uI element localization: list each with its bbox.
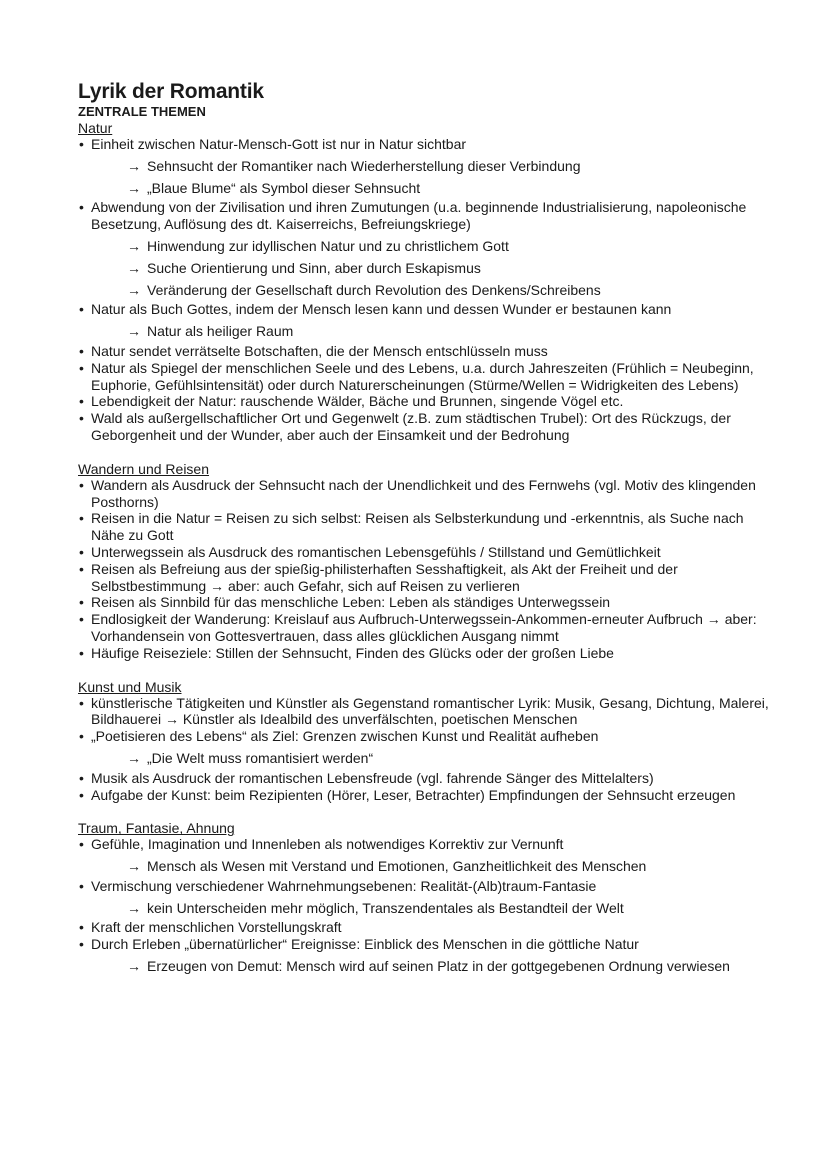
- arrow-item: [78, 750, 778, 767]
- bullet-item: • Musik als Ausdruck der romantischen Lebensfreude (vgl. fahrende Sänger des Mittelalters): [78, 770, 778, 787]
- section-heading: Wandern und Reisen: [78, 460, 210, 477]
- arrow-icon: →: [127, 179, 141, 196]
- arrow-icon: →: [127, 749, 141, 766]
- sections-container: [78, 120, 778, 975]
- arrow-text: „Blaue Blume“ als Symbol dieser Sehnsucht: [147, 179, 421, 196]
- bullet-item: • Natur sendet verrätselte Botschaften, die der Mensch entschlüsseln muss: [78, 343, 778, 360]
- bullet-item: • Kraft der menschlichen Vorstellungskraft: [78, 919, 778, 936]
- bullet-list: [78, 695, 778, 804]
- arrow-icon: →: [127, 858, 141, 875]
- bullet-item: • Wald als außergellschaftlicher Ort und Gegenwelt (z.B. zum städtischen Trubel): Ort des Rückzugs, der Geborgenheit und der Wunder, aber auch der Einsamkeit und der Bedrohung: [78, 410, 778, 444]
- arrow-icon: →: [127, 958, 141, 975]
- arrow-text: Natur als heiliger Raum: [147, 323, 294, 340]
- bullet-item: • Endlosigkeit der Wanderung: Kreislauf aus Aufbruch-Unterwegssein-Ankommen-erneuter Aufbruch → aber: Vorhandensein von Gottesvertrauen, dass alles glücklichen Ausgang nimmt: [78, 611, 778, 645]
- bullet-item: • Wandern als Ausdruck der Sehnsucht nach der Unendlichkeit und des Fernwehs (vgl. Motiv des klingenden Posthorns): [78, 477, 778, 511]
- arrow-item: [78, 958, 778, 975]
- arrow-text: Veränderung der Gesellschaft durch Revolution des Denkens/Schreibens: [147, 281, 601, 298]
- arrow-text: kein Unterscheiden mehr möglich, Transzendentales als Bestandteil der Welt: [147, 899, 624, 916]
- arrow-item: [78, 323, 778, 340]
- bullet-item: • „Poetisieren des Lebens“ als Ziel: Grenzen zwischen Kunst und Realität aufheben: [78, 728, 778, 745]
- arrow-text: Sehnsucht der Romantiker nach Wiederherstellung dieser Verbindung: [147, 157, 581, 174]
- arrow-icon: →: [127, 157, 141, 174]
- arrow-item: [78, 282, 778, 299]
- bullet-item: • künstlerische Tätigkeiten und Künstler als Gegenstand romantischer Lyrik: Musik, Gesang, Dichtung, Malerei, Bildhauerei → Künstler als Idealbild des unverfälschten, poetischen Menschen: [78, 695, 778, 729]
- section-heading: Kunst und Musik: [78, 678, 182, 695]
- bullet-item: • Häufige Reiseziele: Stillen der Sehnsucht, Finden des Glücks oder der großen Liebe: [78, 645, 778, 662]
- arrow-icon: →: [127, 259, 141, 276]
- document-content: [78, 80, 778, 978]
- bullet-item: • Unterwegssein als Ausdruck des romantischen Lebensgefühls / Stillstand und Gemütlichkeit: [78, 544, 778, 561]
- arrow-item: [78, 260, 778, 277]
- arrow-icon: →: [127, 237, 141, 254]
- bullet-item: • Gefühle, Imagination und Innenleben als notwendiges Korrektiv zur Vernunft: [78, 836, 778, 853]
- bullet-item: • Vermischung verschiedener Wahrnehmungsebenen: Realität-(Alb)traum-Fantasie: [78, 878, 778, 895]
- bullet-item: • Natur als Spiegel der menschlichen Seele und des Lebens, u.a. durch Jahreszeiten (Frühlich = Neubeginn, Euphorie, Gefühlsintensität) oder durch Naturerscheinungen (Stürme/Wellen = Widrigkeiten des Lebens): [78, 360, 778, 394]
- arrow-text: Mensch als Wesen mit Verstand und Emotionen, Ganzheitlichkeit des Menschen: [147, 858, 647, 875]
- page-subtitle: ZENTRALE THEMEN: [78, 104, 206, 119]
- bullet-item: • Abwendung von der Zivilisation und ihren Zumutungen (u.a. beginnende Industrialisierung, napoleonische Besetzung, Auflösung des dt. Kaiserreichs, Befreiungskriege): [78, 199, 778, 233]
- bullet-item: • Reisen als Sinnbild für das menschliche Leben: Leben als ständiges Unterwegssein: [78, 594, 778, 611]
- arrow-text: Erzeugen von Demut: Mensch wird auf seinen Platz in der gottgegebenen Ordnung verwiesen: [147, 958, 730, 975]
- bullet-item: • Lebendigkeit der Natur: rauschende Wälder, Bäche und Brunnen, singende Vögel etc.: [78, 393, 778, 410]
- arrow-item: [78, 858, 778, 875]
- arrow-icon: →: [127, 899, 141, 916]
- bullet-item: • Reisen als Befreiung aus der spießig-philisterhaften Sesshaftigkeit, als Akt der Freiheit und der Selbstbestimmung → aber: auch Gefahr, sich auf Reisen zu verlieren: [78, 561, 778, 595]
- arrow-text: Hinwendung zur idyllischen Natur und zu christlichem Gott: [147, 237, 509, 254]
- arrow-icon: →: [127, 323, 141, 340]
- bullet-list: [78, 136, 778, 444]
- bullet-list: [78, 477, 778, 662]
- arrow-item: [78, 158, 778, 175]
- arrow-item: [78, 238, 778, 255]
- page-title: Lyrik der Romantik: [78, 80, 264, 103]
- bullet-item: • Einheit zwischen Natur-Mensch-Gott ist nur in Natur sichtbar: [78, 136, 778, 153]
- bullet-item: • Durch Erleben „übernatürlicher“ Ereignisse: Einblick des Menschen in die göttliche Natur: [78, 936, 778, 953]
- bullet-list: [78, 836, 778, 975]
- section-heading: Traum, Fantasie, Ahnung: [78, 820, 235, 837]
- arrow-item: [78, 180, 778, 197]
- section: [78, 120, 778, 444]
- bullet-item: • Aufgabe der Kunst: beim Rezipienten (Hörer, Leser, Betrachter) Empfindungen der Sehnsucht erzeugen: [78, 787, 778, 804]
- section: [78, 679, 778, 804]
- arrow-item: [78, 900, 778, 917]
- bullet-item: • Reisen in die Natur = Reisen zu sich selbst: Reisen als Selbsterkundung und -erkenntnis, als Suche nach Nähe zu Gott: [78, 510, 778, 544]
- bullet-item: • Natur als Buch Gottes, indem der Mensch lesen kann und dessen Wunder er bestaunen kann: [78, 301, 778, 318]
- arrow-text: „Die Welt muss romantisiert werden“: [147, 749, 374, 766]
- arrow-icon: →: [127, 281, 141, 298]
- arrow-text: Suche Orientierung und Sinn, aber durch Eskapismus: [147, 259, 481, 276]
- section: [78, 820, 778, 975]
- section-heading: Natur: [78, 120, 113, 136]
- section: [78, 461, 778, 662]
